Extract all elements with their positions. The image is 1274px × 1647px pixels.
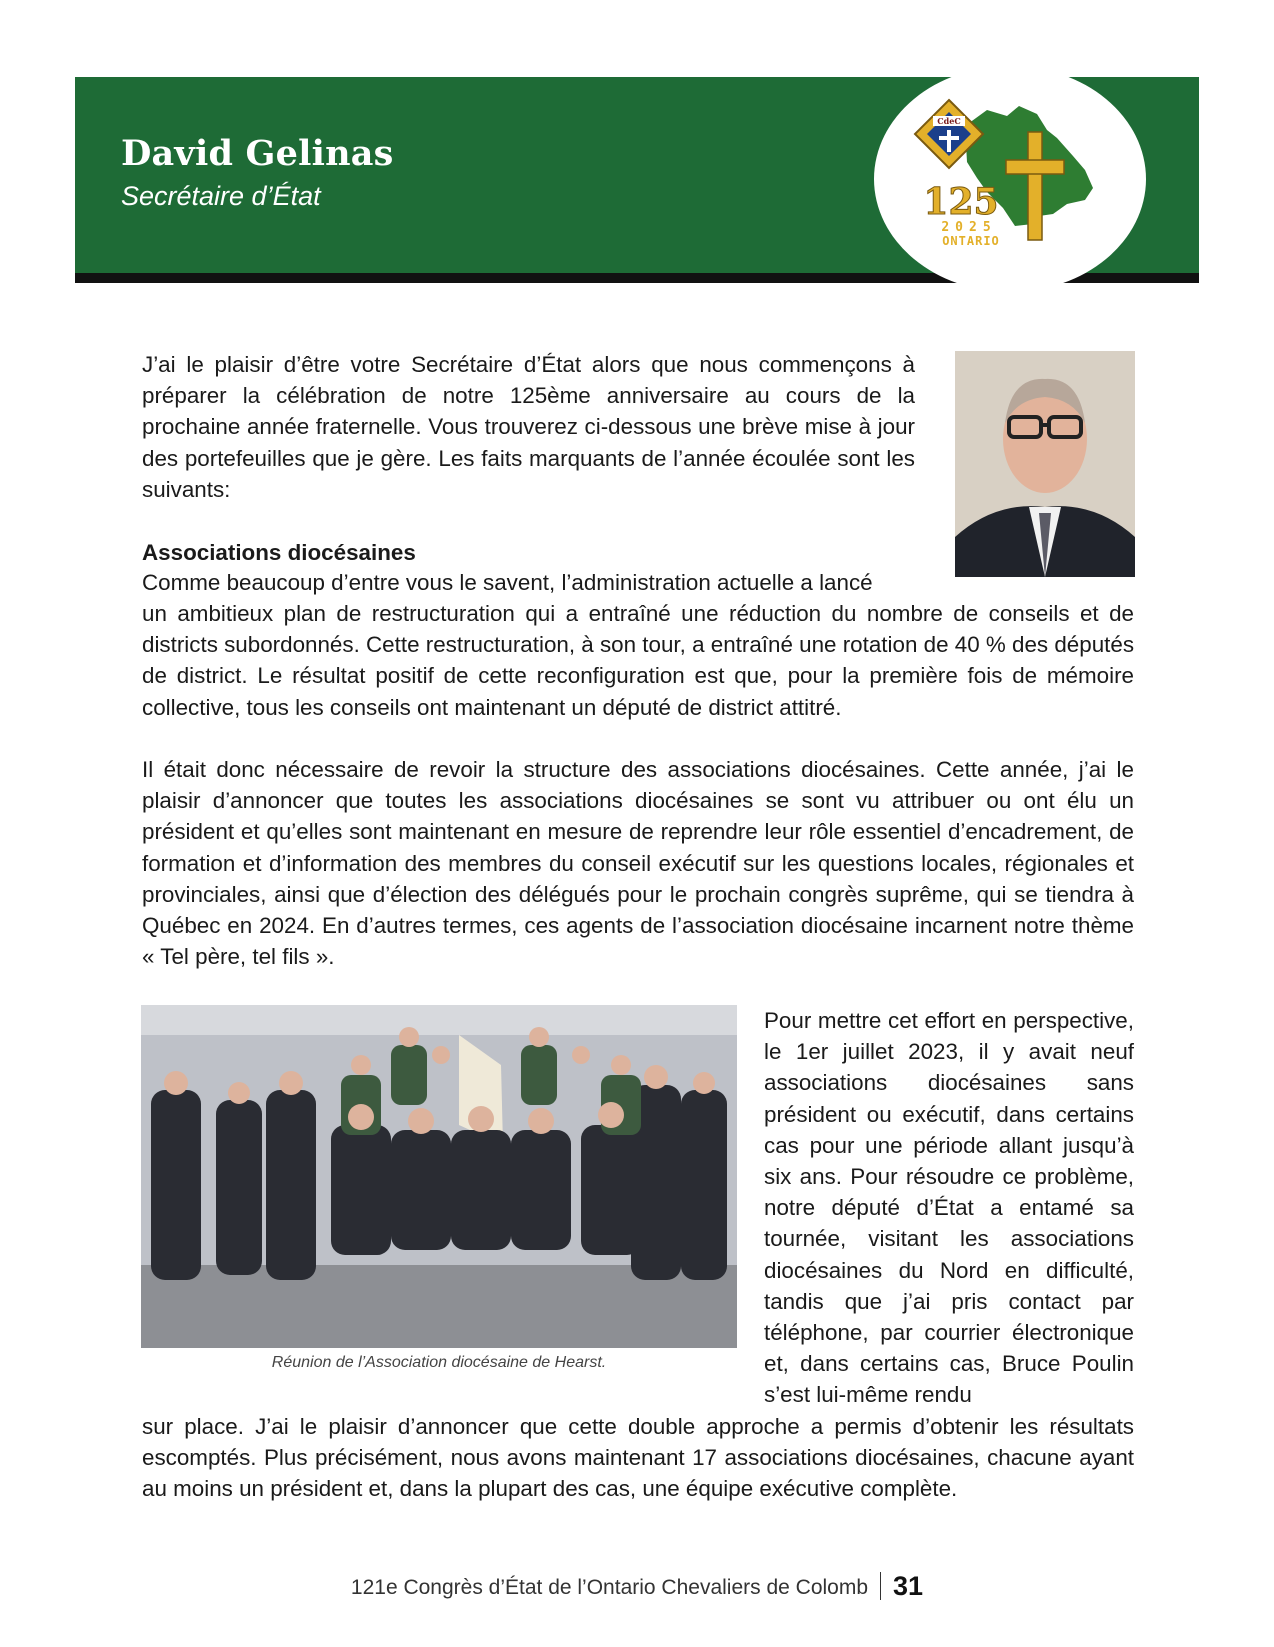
photo-caption: Réunion de l’Association diocésaine de Hearst. xyxy=(271,1354,607,1371)
intro-paragraph xyxy=(142,349,915,505)
intro-text: J’ai le plaisir d’être votre Secrétaire d’État alors que nous commençons à préparer la célébration de notre 125ème anniversaire au cours de la prochaine année fraternelle. Vous trouverez ci-dessous une brève mise à jour des portefeuilles que je gère. Les faits marquants de l’année écoulée sont les suivants: xyxy=(142,352,915,502)
paragraph-3 xyxy=(142,1411,1134,1505)
logo-region: ONTARIO xyxy=(942,234,1000,248)
footer-text: 121e Congrès d’État de l’Ontario Chevaliers de Colomb xyxy=(350,1576,869,1599)
anniversary-year: 2025 xyxy=(941,220,997,235)
svg-text:CdeC: CdeC xyxy=(937,116,961,126)
footer-separator xyxy=(880,1572,881,1600)
page-footer xyxy=(0,1571,1274,1602)
paragraph-3-side-text: Pour mettre cet effort en perspective, le 1er juillet 2023, il y avait neuf associations diocésaines sans président ou exécutif, dans certains cas pour une période allant jusqu’à six ans. Pour résoudre ce problème, notre député d’État a entamé sa tournée, visitant les associations diocésaines du Nord en difficulté, tandis que j’ai pris contact par téléphone, par courrier électronique et, dans certains cas, Bruce Poulin s’est lui-même rendu xyxy=(764,1008,1134,1408)
paragraph-1-first-line-text: Comme beaucoup d’entre vous le savent, l’administration actuelle a lancé xyxy=(142,570,873,595)
paragraph-1 xyxy=(142,598,1134,723)
paragraph-2-text: Il était donc nécessaire de revoir la structure des associations diocésaines. Cette année, j’ai le plaisir d’annoncer que toutes les associations diocésaines se sont vu attribuer ou ont élu un président et qu’elles sont maintenant en mesure de reprendre leur rôle essentiel d’encadrement, de formation et d’information des membres du conseil exécutif sur les questions locales, régionales et provinciales, ainsi que d’élection des délégués pour le prochain congrès suprême, qui se tiendra à Québec en 2024. En d’autres termes, ces agents de l’association diocésaine incarnent notre thème « Tel père, tel fils ». xyxy=(142,757,1134,970)
section-title: Associations diocésaines xyxy=(142,540,416,565)
group-photo xyxy=(141,1005,737,1348)
author-portrait xyxy=(955,351,1135,577)
author-name: David Gelinas xyxy=(121,133,394,174)
paragraph-3-side xyxy=(764,1005,1134,1411)
anniversary-number: 125 xyxy=(923,181,999,223)
paragraph-2 xyxy=(142,754,1134,972)
paragraph-3-text: sur place. J’ai le plaisir d’annoncer que cette double approche a permis d’obtenir les résultats escomptés. Plus précisément, nous avons maintenant 17 associations diocésaines, chacune ayant au moins un président et, dans la plupart des cas, une équipe exécutive complète. xyxy=(142,1414,1134,1502)
kofc-125-ontario-logo xyxy=(907,96,1113,256)
paragraph-1-text: un ambitieux plan de restructuration qui a entraîné une réduction du nombre de conseils et de districts subordonnés. Cette restructuration, à son tour, a entraîné une rotation de 40 % des députés de district. Le résultat positif de cette reconfiguration est que, pour la première fois de mémoire collective, tous les conseils ont maintenant un député de district attitré. xyxy=(142,601,1135,720)
page-number: 31 xyxy=(893,1571,924,1601)
paragraph-1-first-line xyxy=(142,567,915,598)
author-role: Secrétaire d’État xyxy=(121,181,321,211)
